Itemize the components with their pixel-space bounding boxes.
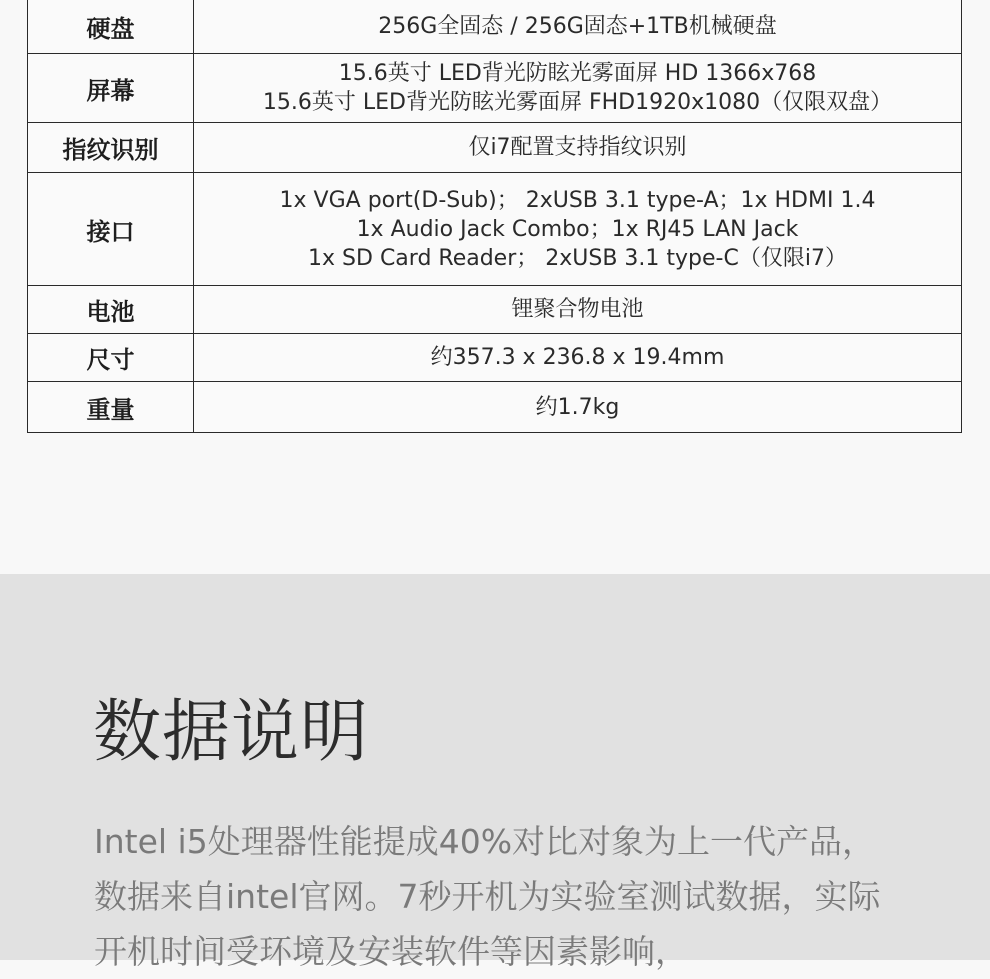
value-line: 15.6英寸 LED背光防眩光雾面屏 HD 1366x768: [338, 61, 817, 86]
table-row-battery: [28, 286, 962, 334]
table-row-weight: [28, 382, 962, 433]
table-row-dimensions: [28, 334, 962, 382]
row-label: 重量: [28, 382, 194, 433]
row-value: [194, 173, 962, 286]
value-line: 1x VGA port(D-Sub)； 2xUSB 3.1 type-A；1x HDMI 1.4: [279, 187, 876, 213]
value-line: 锂聚合物电池: [511, 297, 644, 322]
row-value: [194, 0, 962, 54]
row-label: 电池: [28, 286, 194, 334]
value-line: 256G全固态 / 256G固态+1TB机械硬盘: [378, 13, 777, 39]
row-value: [194, 382, 962, 433]
notes-body: Intel i5处理器性能提成40%对比对象为上一代产品，数据来自intel官网。7秒开机为实验室测试数据，实际开机时间受环境及安装软件等因素影响，: [94, 822, 881, 971]
table-row-storage: [28, 0, 962, 54]
row-label: 接口: [28, 173, 194, 286]
row-value: [194, 334, 962, 382]
row-value: [194, 123, 962, 173]
notes-title: 数据说明: [93, 693, 370, 772]
value-line: 15.6英寸 LED背光防眩光雾面屏 FHD1920x1080（仅限双盘）: [262, 90, 893, 115]
spec-table: [27, 0, 962, 433]
table-row-fingerprint: [28, 123, 962, 173]
row-label: 屏幕: [28, 54, 194, 123]
value-line: 约357.3 x 236.8 x 19.4mm: [430, 345, 725, 370]
value-line: 约1.7kg: [535, 394, 620, 420]
value-line: 1x Audio Jack Combo；1x RJ45 LAN Jack: [356, 216, 799, 242]
table-row-ports: [28, 173, 962, 286]
row-label: 指纹识别: [28, 123, 194, 173]
row-label: 硬盘: [28, 0, 194, 54]
value-line: 仅i7配置支持指纹识别: [468, 135, 687, 160]
row-value: [194, 54, 962, 123]
data-notes-section: [0, 574, 990, 971]
table-row-screen: [28, 54, 962, 123]
row-value: [194, 286, 962, 334]
row-label: 尺寸: [28, 334, 194, 382]
value-line: 1x SD Card Reader； 2xUSB 3.1 type-C（仅限i7）: [308, 245, 847, 271]
